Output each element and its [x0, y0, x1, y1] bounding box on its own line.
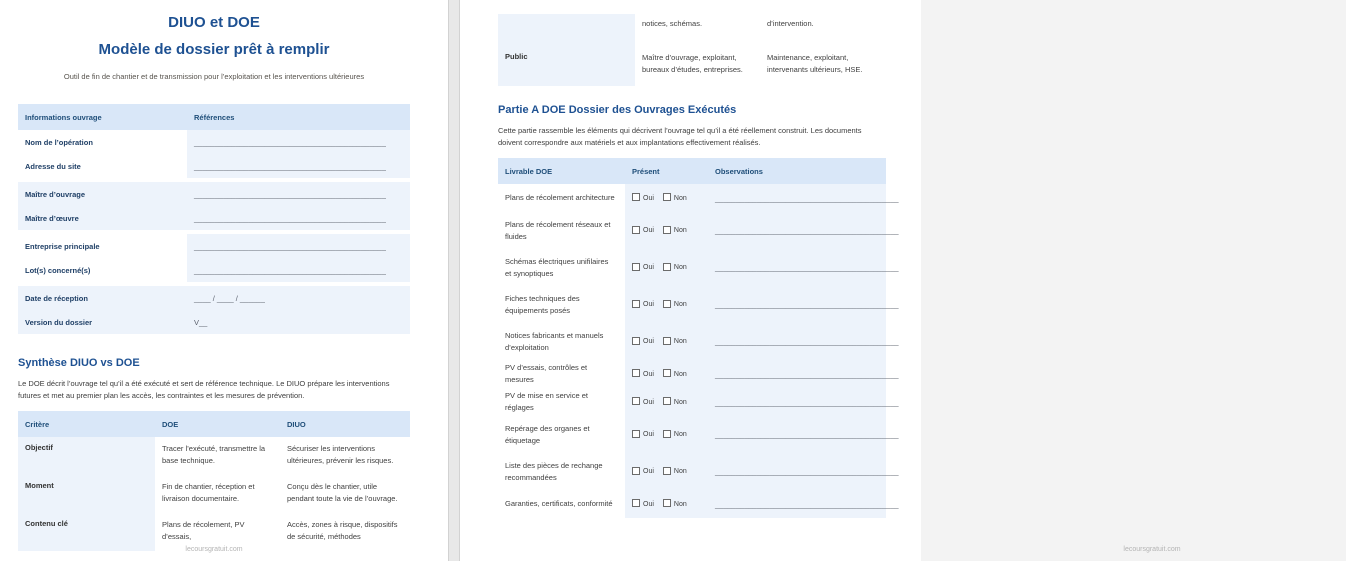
table-row	[18, 206, 410, 230]
row-label: Maître d’ouvrage	[25, 189, 86, 199]
oui-label: Oui	[643, 370, 654, 378]
oui-label: Oui	[643, 468, 654, 475]
row-label: Garanties, certificats, conformité	[505, 499, 613, 509]
non-label: Non	[673, 398, 687, 406]
info-table-header	[18, 104, 410, 130]
table-row	[18, 258, 410, 282]
table-row	[18, 286, 410, 310]
row-label: Repérage des organes et étiquetage	[505, 423, 590, 445]
diuo-cell: Conçu dès le chantier, utile pendant toute la vie de l’ouvrage.	[287, 482, 398, 503]
oui-label: Oui	[643, 500, 654, 508]
observations-blank-line: ____________________________________________	[708, 249, 886, 286]
checkbox-non-icon	[663, 397, 671, 405]
oui-label: Oui	[643, 301, 654, 308]
checkbox-non-icon	[663, 193, 671, 201]
checkbox-oui-icon	[632, 263, 640, 271]
row-label	[498, 14, 635, 44]
observations-blank-line: ____________________________________________	[708, 453, 886, 490]
observations-blank-line: ____________________________________________	[708, 286, 886, 323]
doe-cell: Plans de récolement, PV d’essais,	[162, 520, 245, 541]
doc-tagline: Outil de fin de chantier et de transmission pour l’exploitation et les interventions ultérieures	[63, 72, 365, 81]
oui-label: Oui	[643, 338, 654, 345]
doc-title: DIUO et DOE	[168, 14, 260, 31]
table-row	[18, 437, 410, 475]
pa-header-present: Présent	[632, 166, 660, 176]
page2-footer: lecoursgratuit.com	[1123, 546, 1181, 553]
page-gap	[448, 0, 460, 561]
present-cell	[625, 323, 708, 360]
pa-header-livrable: Livrable DOE	[505, 166, 553, 176]
row-label: Notices fabricants et manuels d’exploitation	[505, 330, 604, 352]
row-label: Nom de l’opération	[25, 137, 93, 147]
row-blank-line: ______________________________________________	[194, 213, 386, 223]
observations-blank-line: ____________________________________________	[708, 490, 886, 518]
non-label: Non	[673, 500, 687, 508]
table-row	[498, 44, 886, 86]
observations-blank-line: ____________________________________________	[708, 416, 886, 453]
checkbox-oui-icon	[632, 193, 640, 201]
row-label: Plans de récolement architecture	[505, 193, 615, 203]
section-heading-partie-a: Partie A DOE Dossier des Ouvrages Exécutés	[498, 104, 737, 116]
row-label: Fiches techniques des équipements posés	[505, 293, 580, 315]
diuo-cell: Accès, zones à risque, dispositifs de sécurité, méthodes	[287, 520, 398, 541]
table-row	[498, 286, 899, 323]
present-cell	[625, 453, 708, 490]
checkbox-oui-icon	[632, 226, 640, 234]
observations-blank-line: ____________________________________________	[708, 388, 886, 416]
observations-blank-line: ____________________________________________	[708, 184, 886, 212]
syn-header-diuo: DIUO	[287, 419, 306, 429]
checkbox-non-icon	[663, 263, 671, 271]
doe-cell: Maître d’ouvrage, exploitant, bureaux d’études, entreprises.	[642, 53, 743, 74]
checkbox-non-icon	[663, 337, 671, 345]
present-cell	[625, 184, 708, 212]
row-label: PV d’essais, contrôles et mesures	[505, 363, 588, 384]
row-blank-line: ______________________________________________	[187, 130, 410, 154]
checkbox-non-icon	[663, 430, 671, 438]
section-heading-synthese: Synthèse DIUO vs DOE	[18, 357, 140, 369]
table-row	[498, 323, 899, 360]
synthese-table-continuation	[498, 14, 886, 86]
oui-label: Oui	[643, 398, 654, 406]
row-label: Moment	[18, 475, 155, 513]
observations-blank-line: ____________________________________________	[708, 323, 886, 360]
non-label: Non	[673, 468, 687, 475]
checkbox-oui-icon	[632, 397, 640, 405]
non-label: Non	[673, 370, 687, 378]
livrable-table-header	[498, 158, 886, 184]
info-table	[18, 104, 410, 334]
oui-label: Oui	[643, 264, 654, 271]
document-page-2	[460, 0, 1181, 561]
observations-blank-line: ____________________________________________	[708, 360, 886, 388]
non-label: Non	[673, 431, 687, 438]
table-row	[498, 360, 899, 388]
row-blank-line: ______________________________________________	[187, 258, 410, 282]
checkbox-oui-icon	[632, 337, 640, 345]
row-label: Lot(s) concerné(s)	[25, 265, 91, 275]
checkbox-non-icon	[663, 369, 671, 377]
info-header-col1: Informations ouvrage	[25, 112, 102, 122]
doe-cell: notices, schémas.	[642, 19, 703, 28]
non-label: Non	[673, 338, 687, 345]
syn-header-doe: DOE	[162, 419, 179, 429]
checkbox-oui-icon	[632, 467, 640, 475]
table-row	[18, 310, 410, 334]
checkbox-oui-icon	[632, 499, 640, 507]
checkbox-non-icon	[663, 467, 671, 475]
diuo-cell: Maintenance, exploitant, intervenants ultérieurs, HSE.	[767, 53, 863, 74]
row-label: Adresse du site	[25, 161, 81, 171]
row-blank-line: ______________________________________________	[194, 189, 386, 199]
present-cell	[625, 249, 708, 286]
table-row	[498, 14, 886, 44]
diuo-cell: Sécuriser les interventions ultérieures, prévenir les risques.	[287, 444, 394, 465]
present-cell	[625, 360, 708, 388]
checkbox-non-icon	[663, 226, 671, 234]
info-band	[18, 130, 410, 178]
info-band	[18, 182, 410, 230]
present-cell	[625, 416, 708, 453]
present-cell	[625, 286, 708, 323]
row-label: Objectif	[18, 437, 155, 475]
info-band	[18, 234, 410, 282]
row-value: V__	[194, 317, 208, 327]
doe-cell: Fin de chantier, réception et livraison documentaire.	[162, 482, 255, 503]
page1-footer: lecoursgratuit.com	[185, 546, 243, 553]
diuo-cell: d’intervention.	[767, 19, 814, 28]
row-label: Contenu clé	[18, 513, 155, 551]
doe-cell: Tracer l’exécuté, transmettre la base technique.	[162, 444, 266, 465]
info-header-col2: Références	[194, 112, 235, 122]
row-blank-line: ______________________________________________	[187, 234, 410, 258]
pa-header-observations: Observations	[715, 166, 763, 176]
table-row	[498, 388, 899, 416]
synthese-table	[18, 411, 410, 551]
checkbox-oui-icon	[632, 300, 640, 308]
synthese-table-header	[18, 411, 410, 437]
non-label: Non	[673, 227, 687, 234]
checkbox-oui-icon	[632, 430, 640, 438]
row-label: Schémas électriques unifilaires et synoptiques	[505, 256, 609, 278]
table-row	[18, 154, 410, 178]
table-row	[498, 212, 899, 249]
doc-subtitle: Modèle de dossier prêt à remplir	[98, 41, 330, 58]
table-row	[498, 490, 899, 518]
row-label: Plans de récolement réseaux et fluides	[505, 219, 611, 241]
row-label: Version du dossier	[25, 317, 93, 327]
non-label: Non	[673, 301, 687, 308]
syn-header-critere: Critère	[25, 419, 50, 429]
livrable-table-body	[498, 184, 899, 518]
present-cell	[625, 212, 708, 249]
table-row	[18, 182, 410, 206]
table-row	[18, 475, 410, 513]
non-label: Non	[673, 264, 687, 271]
row-label: Date de réception	[25, 293, 88, 303]
non-label: Non	[673, 194, 687, 202]
row-label: Public	[498, 44, 635, 86]
present-cell	[625, 490, 708, 518]
checkbox-oui-icon	[632, 369, 640, 377]
table-row	[18, 234, 410, 258]
checkbox-non-icon	[663, 300, 671, 308]
row-value: ____ / ____ / ______	[194, 293, 265, 303]
checkbox-non-icon	[663, 499, 671, 507]
row-label: Entreprise principale	[25, 241, 100, 251]
document-page-1	[0, 0, 448, 561]
row-label: Liste des pièces de rechange recommandées	[505, 460, 603, 482]
oui-label: Oui	[643, 227, 654, 234]
present-cell	[625, 388, 708, 416]
partie-a-intro: Cette partie rassemble les éléments qui décrivent l’ouvrage tel qu’il a été réellement construit. Les documents doivent correspondre aux matériels et aux implantations effectivement réalisés.	[498, 126, 862, 147]
table-row	[498, 453, 899, 490]
row-label: PV de mise en service et réglages	[505, 391, 588, 412]
row-blank-line: ______________________________________________	[187, 154, 410, 178]
table-row	[498, 184, 899, 212]
table-row	[498, 416, 899, 453]
synthese-intro: Le DOE décrit l’ouvrage tel qu’il a été exécuté et sert de référence technique. Le DIUO prépare les interventions futures et met au premier plan les accès, les contraintes et les mesures de prévention.	[18, 379, 390, 400]
livrable-doe-table	[498, 158, 899, 518]
observations-blank-line: ____________________________________________	[708, 212, 886, 249]
table-row	[498, 249, 899, 286]
table-row	[18, 130, 410, 154]
oui-label: Oui	[643, 194, 654, 202]
row-label: Maître d’œuvre	[25, 213, 79, 223]
oui-label: Oui	[643, 431, 654, 438]
info-band	[18, 286, 410, 334]
